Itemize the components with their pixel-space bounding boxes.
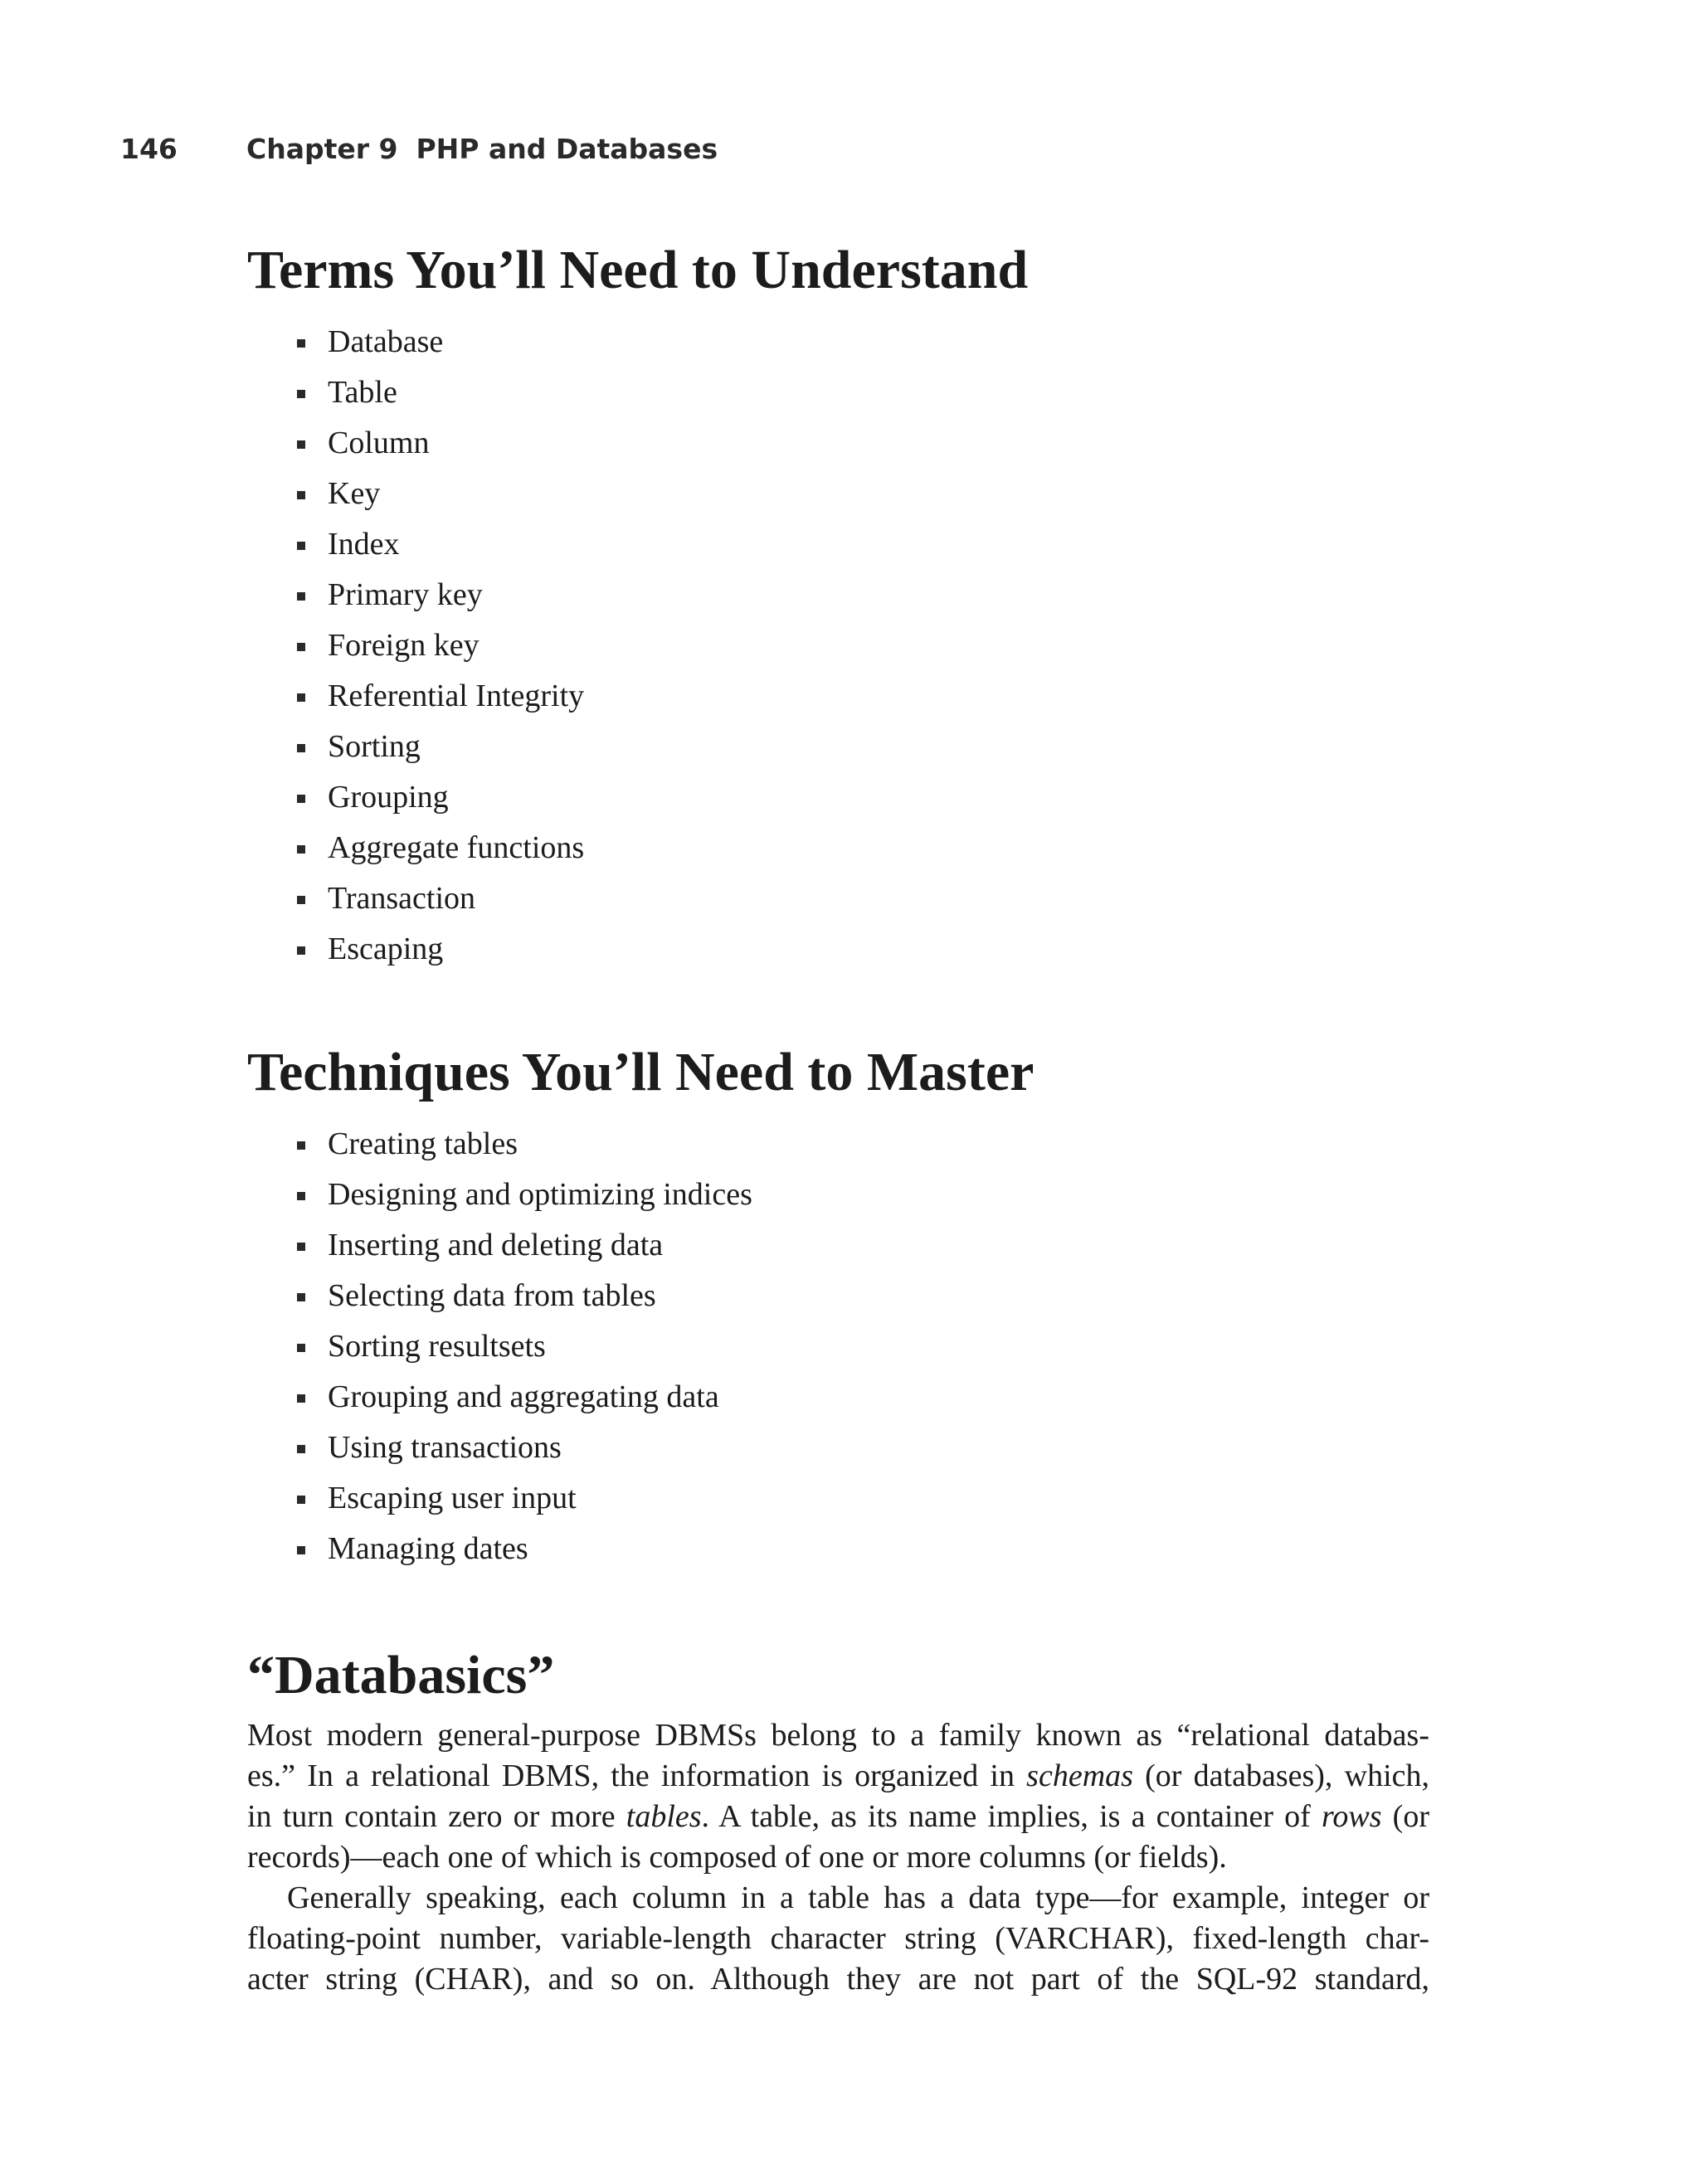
techniques-list-item: Grouping and aggregating data: [297, 1372, 752, 1423]
terms-list-item: Sorting: [297, 722, 584, 772]
chapter-title: PHP and Databases: [416, 133, 718, 165]
techniques-heading: Techniques You’ll Need to Master: [247, 1042, 1034, 1102]
terms-list-item: Foreign key: [297, 620, 584, 671]
terms-list-item: Table: [297, 367, 584, 418]
paragraph-2-line-1: Generally speaking, each column in a table has a data type—for example, integer or: [287, 1880, 1429, 1915]
paragraph-1-line-3-text-a: in turn contain zero or more: [247, 1799, 626, 1834]
term-tables: tables: [626, 1799, 702, 1834]
paragraph-1: [247, 1715, 1429, 1878]
paragraph-1-line-2-text-b: (or databases), which,: [1132, 1758, 1429, 1793]
term-schemas: schemas: [1026, 1758, 1133, 1793]
page-number: 146: [120, 133, 178, 165]
terms-list-item: Primary key: [297, 570, 584, 620]
paragraph-1-line-3-text-b: . A table, as its name implies, is a container of: [701, 1799, 1322, 1834]
techniques-list-item: Selecting data from tables: [297, 1271, 752, 1321]
techniques-list-item: Designing and optimizing indices: [297, 1170, 752, 1220]
paragraph-1-line-1: Most modern general-purpose DBMSs belong to a family known as “relational databas-: [247, 1718, 1429, 1753]
techniques-list-item: Escaping user input: [297, 1473, 752, 1524]
terms-list-item: Aggregate functions: [297, 823, 584, 873]
terms-list-item: Escaping: [297, 924, 584, 975]
techniques-list-item: Creating tables: [297, 1119, 752, 1170]
terms-list-item: Database: [297, 317, 584, 367]
term-rows: rows: [1321, 1799, 1382, 1834]
terms-list-item: Transaction: [297, 873, 584, 924]
terms-list: [297, 317, 584, 975]
terms-list-item: Referential Integrity: [297, 671, 584, 722]
paragraph-1-line-2-text-a: es.” In a relational DBMS, the information is organized in: [247, 1758, 1027, 1793]
techniques-list-item: Sorting resultsets: [297, 1321, 752, 1372]
terms-list-item: Grouping: [297, 772, 584, 823]
terms-heading: Terms You’ll Need to Understand: [247, 240, 1029, 300]
databasics-body: [247, 1715, 1429, 2000]
paragraph-2: [247, 1878, 1429, 2000]
techniques-list-item: Managing dates: [297, 1524, 752, 1574]
paragraph-1-line-3: [247, 1797, 1429, 1837]
techniques-list: [297, 1119, 752, 1574]
paragraph-1-line-4: records)—each one of which is composed of one or more columns (or fields).: [247, 1840, 1227, 1875]
running-head: [120, 133, 718, 165]
paragraph-1-line-2: [247, 1756, 1429, 1797]
techniques-list-item: Using transactions: [297, 1423, 752, 1473]
techniques-list-item: Inserting and deleting data: [297, 1220, 752, 1271]
paragraph-2-line-2: floating-point number, variable-length character string (VARCHAR), fixed-length char-: [247, 1921, 1429, 1956]
paragraph-2-line-3: acter string (CHAR), and so on. Although they are not part of the SQL-92 standard,: [247, 1962, 1429, 1997]
terms-list-item: Index: [297, 519, 584, 570]
terms-list-item: Key: [297, 469, 584, 519]
terms-list-item: Column: [297, 418, 584, 469]
chapter-label: Chapter 9: [246, 133, 398, 165]
databasics-heading: “Databasics”: [247, 1645, 555, 1705]
paragraph-1-line-3-text-c: (or: [1381, 1799, 1429, 1834]
